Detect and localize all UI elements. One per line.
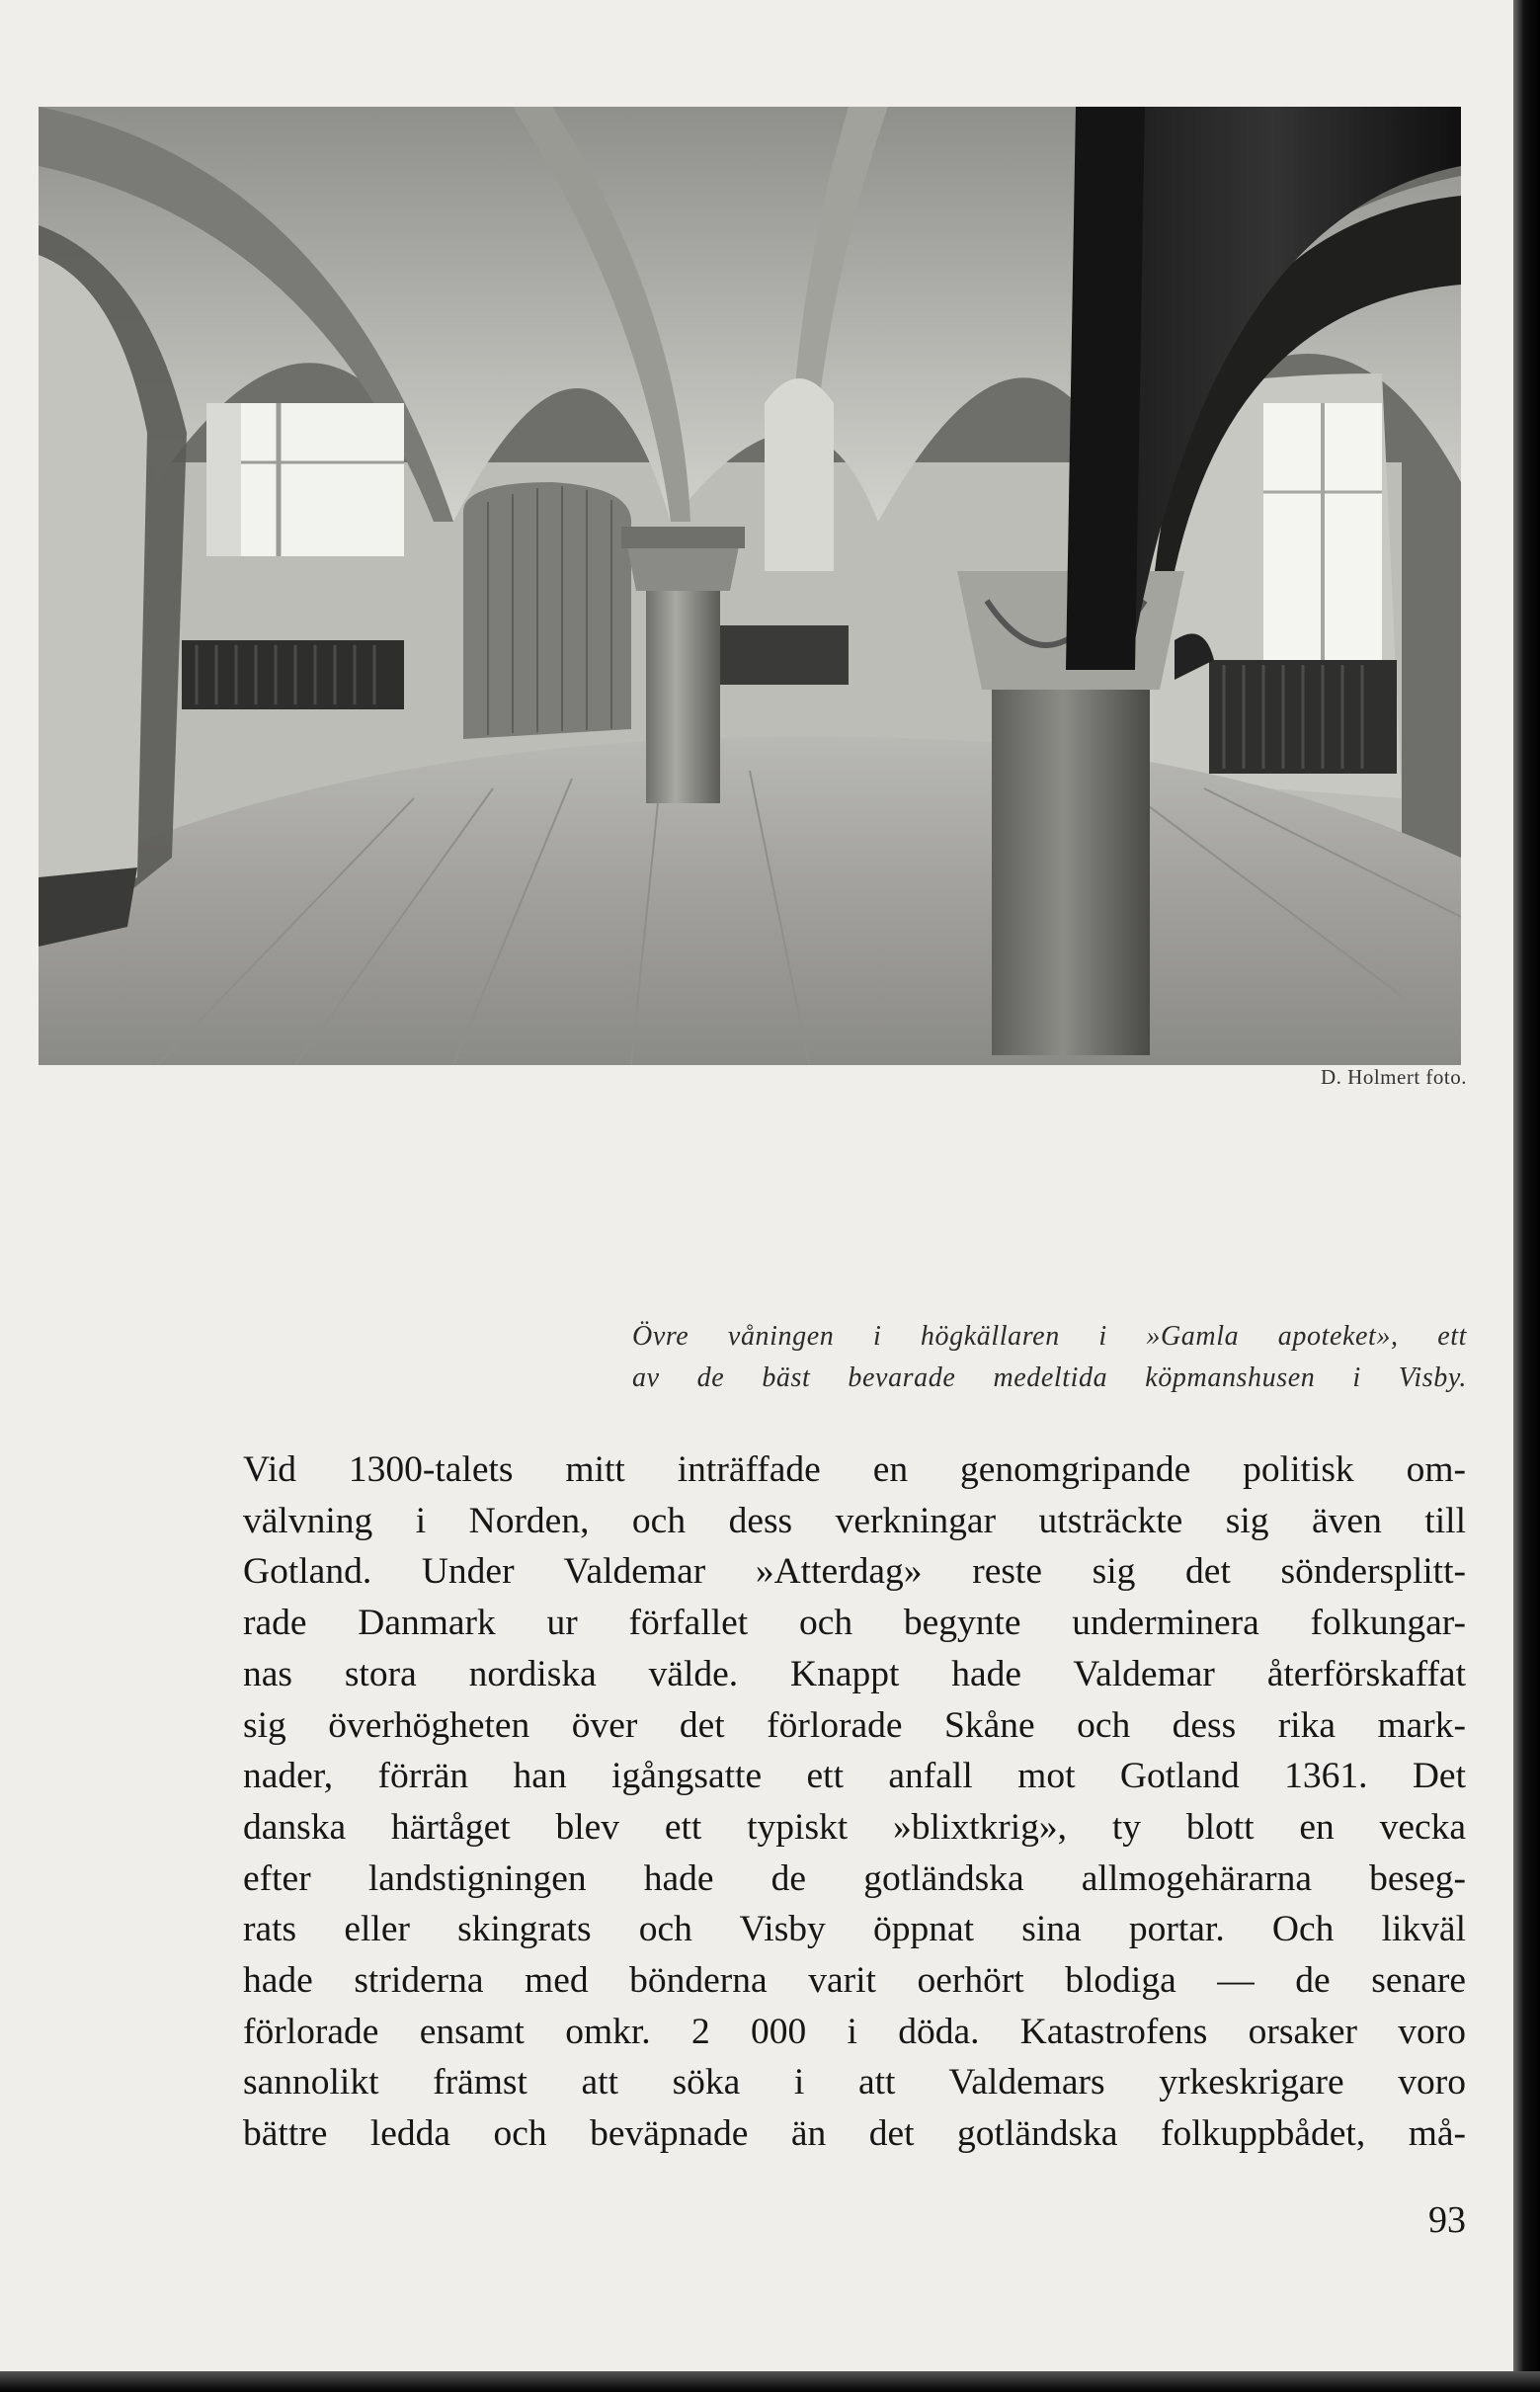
- scan-edge-bottom: [0, 2371, 1540, 2392]
- body-line: nas stora nordiska välde. Knappt hade Valdemar återförskaffat: [243, 1653, 1466, 1694]
- caption-line: Övre våningen i högkällaren i »Gamla apoteket», ett: [632, 1321, 1467, 1352]
- photo-caption: [632, 1316, 1467, 1399]
- page-number: 93: [1428, 2199, 1466, 2241]
- body-line: Vid 1300-talets mitt inträffade en genomgripande politisk om-: [243, 1449, 1466, 1490]
- body-line: förlorade ensamt omkr. 2 000 i döda. Katastrofens orsaker voro: [243, 2011, 1466, 2052]
- body-line: rats eller skingrats och Visby öppnat sina portar. Och likväl: [243, 1909, 1466, 1950]
- body-line: rade Danmark ur förfallet och begynte underminera folkungar-: [243, 1603, 1466, 1644]
- body-line: bättre ledda och beväpnade än det gotländska folkuppbådet, må-: [243, 2113, 1466, 2155]
- body-paragraph: [243, 1444, 1466, 2160]
- caption-line: av de bäst bevarade medeltida köpmanshusen i Visby.: [632, 1362, 1467, 1393]
- photo-credit: D. Holmert foto.: [1321, 1065, 1467, 1089]
- body-line: välvning i Norden, och dess verkningar utsträckte sig även till: [243, 1500, 1466, 1541]
- body-line: efter landstigningen hade de gotländska allmogehärarna beseg-: [243, 1857, 1466, 1899]
- vaulted-hall-photo: [39, 107, 1461, 1065]
- body-line: sannolikt främst att söka i att Valdemars yrkeskrigare voro: [243, 2062, 1466, 2103]
- photo-illustration: [39, 107, 1461, 1065]
- scan-edge-right: [1513, 0, 1540, 2392]
- body-line: nader, förrän han igångsatte ett anfall mot Gotland 1361. Det: [243, 1756, 1466, 1797]
- body-line: hade striderna med bönderna varit oerhört blodiga — de senare: [243, 1960, 1466, 2002]
- body-line: Gotland. Under Valdemar »Atterdag» reste sig det söndersplitt-: [243, 1551, 1466, 1593]
- body-line: danska härtåget blev ett typiskt »blixtkrig», ty blott en vecka: [243, 1806, 1466, 1848]
- body-line: sig överhögheten över det förlorade Skåne och dess rika mark-: [243, 1704, 1466, 1746]
